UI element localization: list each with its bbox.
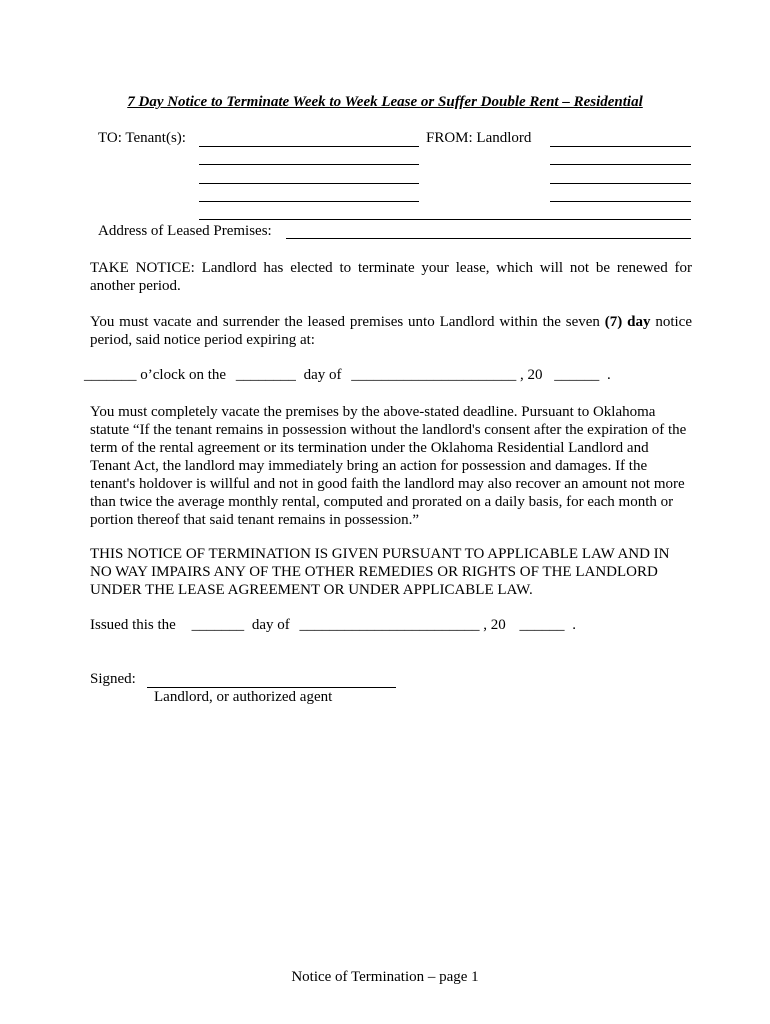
issued-year-prefix: , 20 [483,617,506,633]
issued-label: Issued this the [90,617,176,633]
deadline-hour-blank[interactable]: _______ [84,367,137,383]
address-label: Address of Leased Premises: [98,223,272,239]
landlord-name-field-4[interactable] [550,201,691,202]
vacate-text-start: You must vacate and surrender the leased premises unto Landlord within the seven [90,314,605,330]
issued-line [90,617,576,634]
tenant-name-field-2[interactable] [199,164,419,165]
vacate-text-end: notice period, said notice period expiring at: [90,314,692,348]
tenant-name-field-3[interactable] [199,183,419,184]
deadline-year-blank[interactable]: ______ [554,367,600,383]
legal-notice-paragraph: THIS NOTICE OF TERMINATION IS GIVEN PURSUANT TO APPLICABLE LAW AND IN NO WAY IMPAIRS ANY OF THE OTHER REMEDIES OR RIGHTS OF THE LANDLORD UNDER THE LEASE AGREEMENT OR UNDER APPLICABLE LAW. [90,546,670,598]
take-notice-paragraph: TAKE NOTICE: Landlord has elected to terminate your lease, which will not be renewed for another period. [90,260,692,294]
signer-caption: Landlord, or authorized agent [154,689,333,705]
signature-field[interactable] [147,687,396,688]
deadline-month-blank[interactable]: ______________________ [351,367,517,383]
deadline-year-prefix: , 20 [519,367,543,383]
tenant-name-field-4[interactable] [199,201,419,202]
document-title: 7 Day Notice to Terminate Week to Week Lease or Suffer Double Rent – Residential [127,94,643,110]
to-tenants-label: TO: Tenant(s): [98,130,186,146]
issued-period: . [572,617,576,633]
issued-year-blank[interactable]: ______ [519,617,565,633]
deadline-line [84,367,611,384]
vacate-paragraph [90,313,692,349]
statute-paragraph: You must completely vacate the premises by the above-stated deadline. Pursuant to Oklahoma statute “If the tenant remains in possession without the landlord's consent after the expiration of the term of the rental agreement or its termination under the Oklahoma Residential Landlord and Tenant Act, the landlord may immediately bring an action for possession and damages. If the tenant's holdover is willful and not in good faith the landlord may also recover an amount not more than twice the average monthly rental, computed and prorated on a daily basis, for each month or portion thereof that said tenant remains in possession.” [90,404,687,528]
issued-day-blank[interactable]: _______ [191,617,245,633]
deadline-day-of-text: day of [303,367,342,383]
landlord-name-field-3[interactable] [550,183,691,184]
landlord-name-field-2[interactable] [550,164,691,165]
deadline-day-blank[interactable]: ________ [235,367,296,383]
from-landlord-label: FROM: Landlord [426,130,532,146]
issued-day-of-text: day of [251,617,290,633]
landlord-name-field-1[interactable] [550,146,691,147]
page-footer: Notice of Termination – page 1 [291,969,479,985]
deadline-period: . [606,367,611,383]
vacate-period-bold: (7) day [604,314,651,330]
deadline-oclock-text: o’clock on the [140,367,227,383]
signed-label: Signed: [90,671,136,687]
address-extra-line[interactable] [199,219,691,220]
address-field[interactable] [286,238,691,239]
issued-month-blank[interactable]: ________________________ [299,617,480,633]
tenant-name-field-1[interactable] [199,146,419,147]
